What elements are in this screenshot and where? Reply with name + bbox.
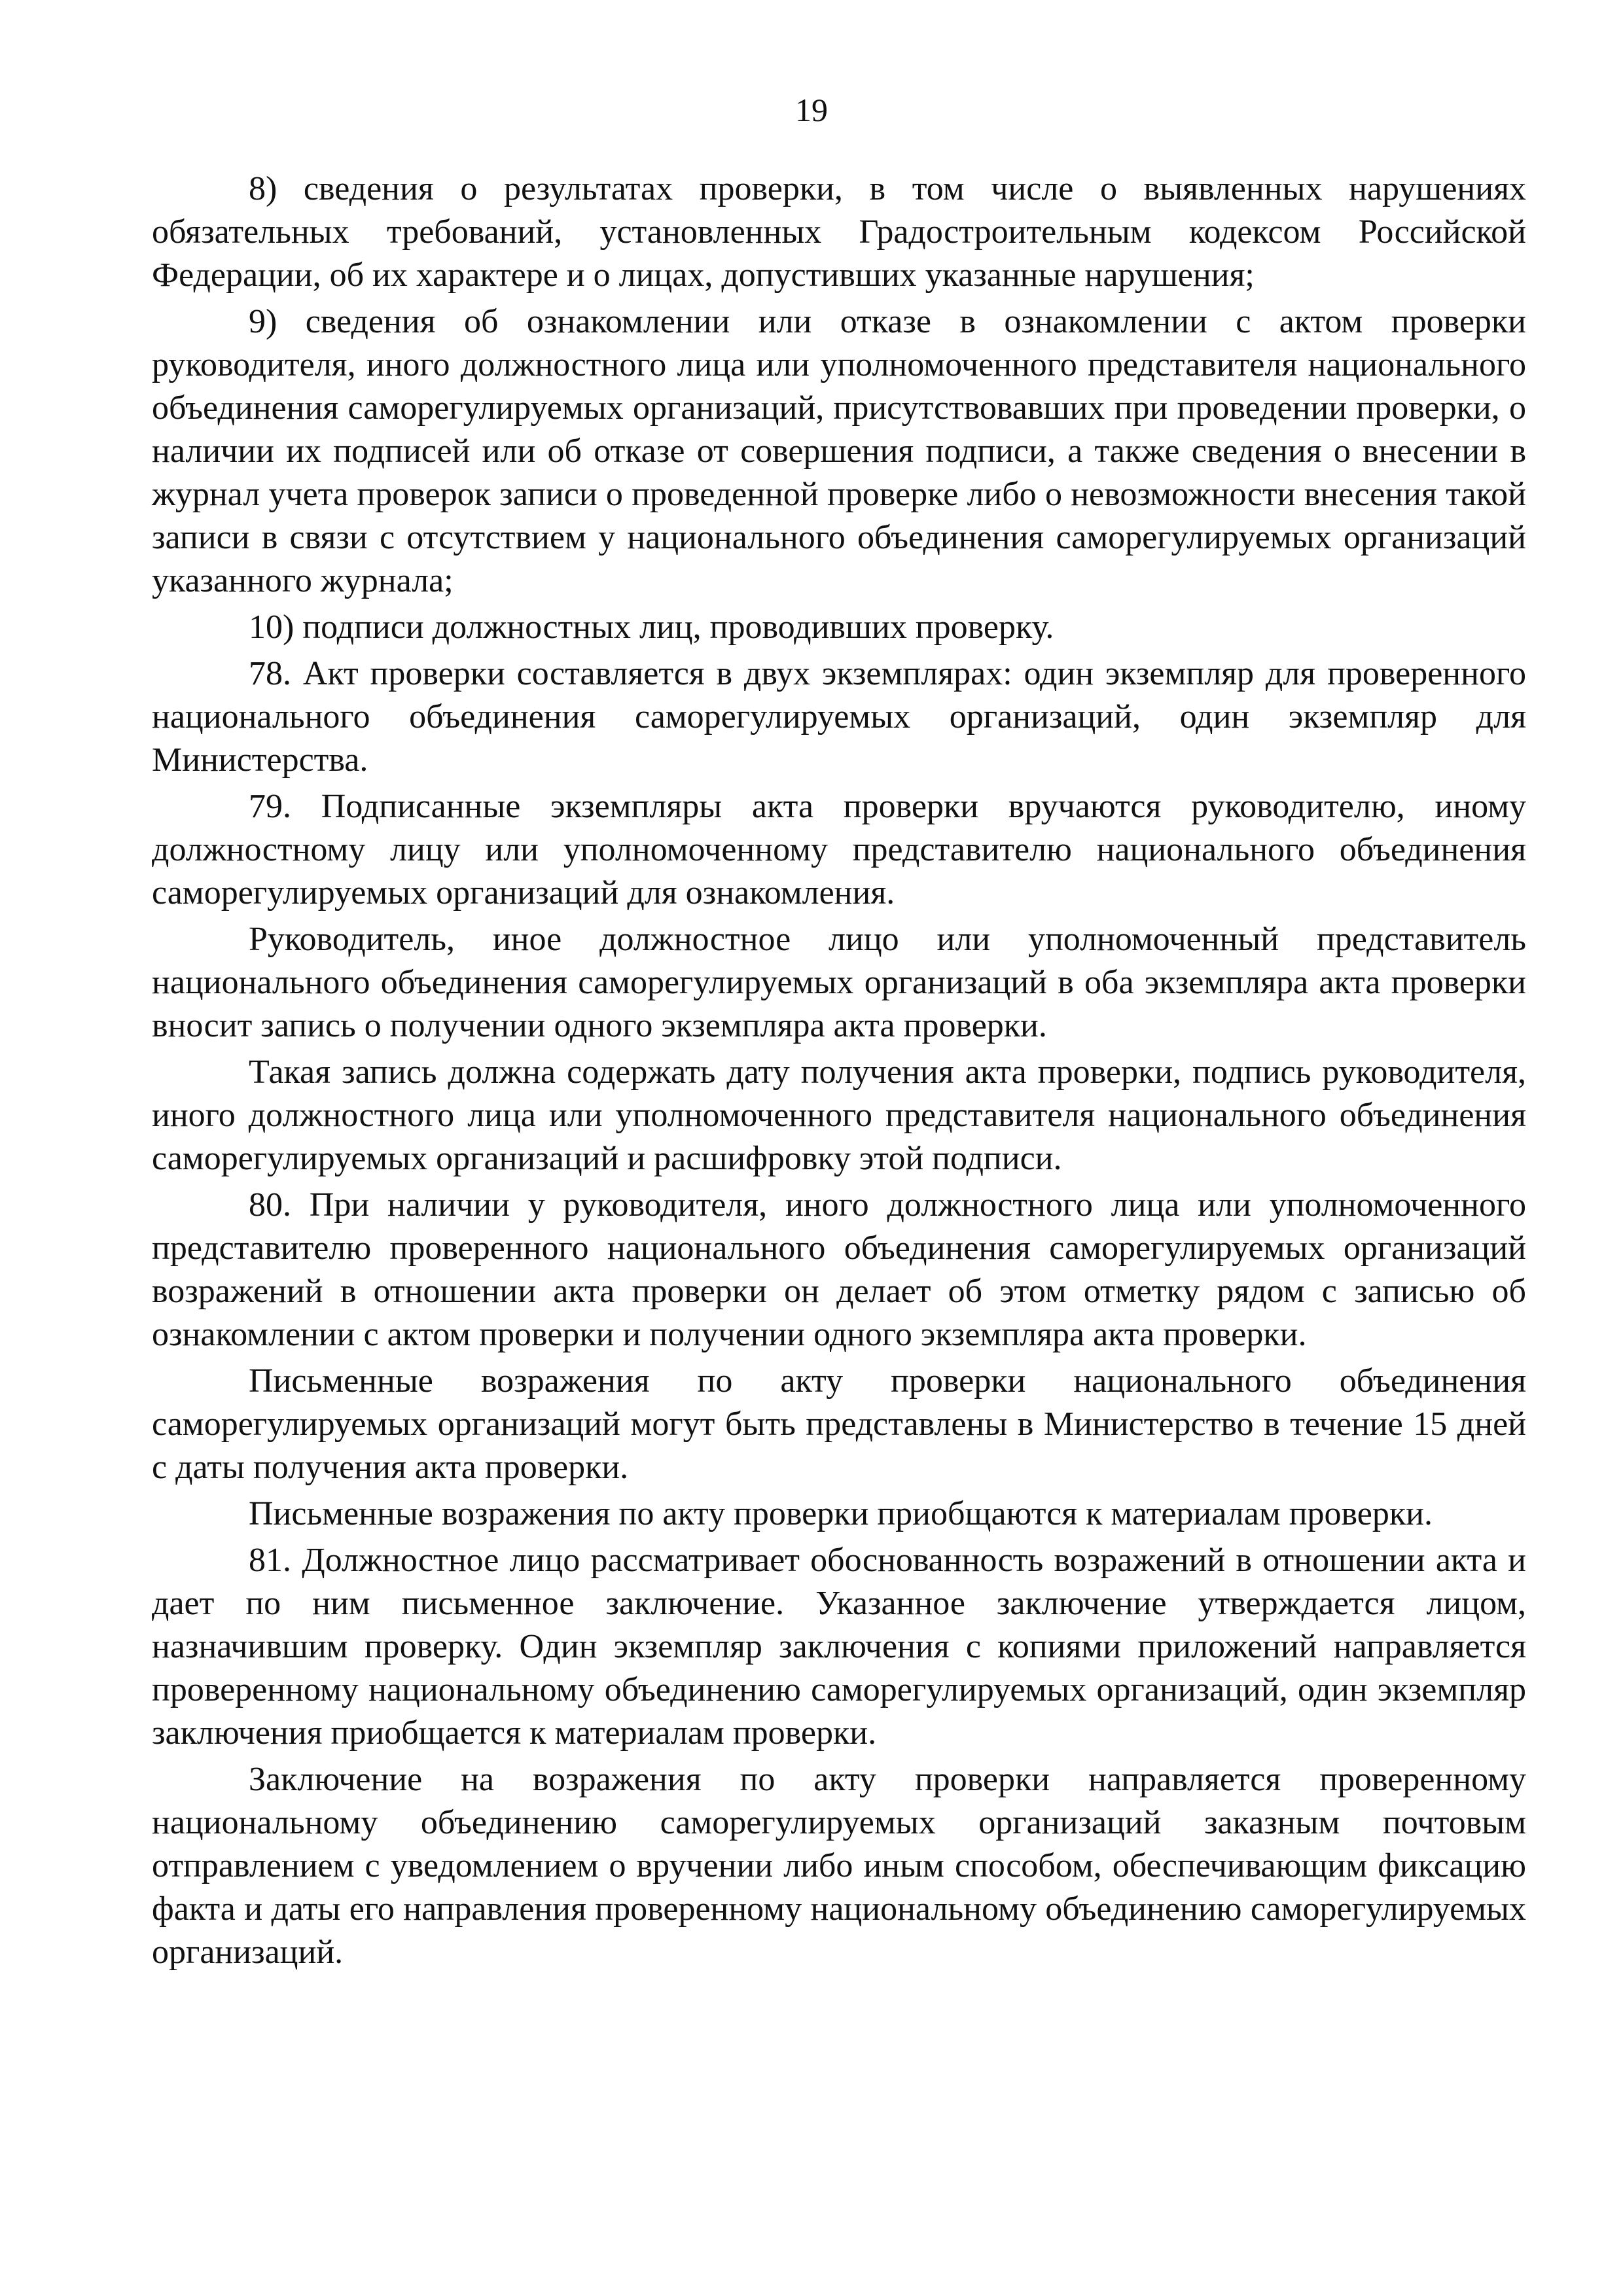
paragraph-clause-79-part-2: Руководитель, иное должностное лицо или уполномоченный представитель национального объединения саморегулируемых организаций в оба экземпляра акта проверки вносит запись о получении одного экземпляра акта проверки. [152, 921, 1526, 1044]
page-number: 19 [795, 92, 828, 128]
paragraph-item-9: 9) сведения об ознакомлении или отказе в ознакомлении с актом проверки руководителя, иного должностного лица или уполномоченного представителя национального объединения саморегулируемых организаций, присутствовавших при проведении проверки, о наличии их подписей или об отказе от совершения подписи, а также сведения о внесении в журнал учета проверок записи о проведенной проверке либо о невозможности внесения такой записи в связи с отсутствием у национального объединения саморегулируемых организаций указанного журнала; [152, 303, 1526, 599]
paragraph-clause-79-part-3: Такая запись должна содержать дату получения акта проверки, подпись руководителя, иного должностного лица или уполномоченного представителя национального объединения саморегулируемых организаций и расшифровку этой подписи. [152, 1053, 1526, 1177]
paragraph-item-8: 8) сведения о результатах проверки, в том числе о выявленных нарушениях обязательных требований, установленных Градостроительным кодексом Российской Федерации, об их характере и о лицах, допустивших указанные нарушения; [152, 170, 1526, 294]
document-body [152, 168, 1526, 1977]
paragraph-item-10: 10) подписи должностных лиц, проводивших проверку. [249, 609, 1054, 646]
paragraph-clause-80-part-3: Письменные возражения по акту проверки приобщаются к материалам проверки. [249, 1495, 1433, 1532]
paragraph-clause-81: 81. Должностное лицо рассматривает обоснованность возражений в отношении акта и дает по ним письменное заключение. Указанное заключение утверждается лицом, назначившим проверку. Один экземпляр заключения с копиями приложений направляется проверенному национальному объединению саморегулируемых организаций, один экземпляр заключения приобщается к материалам проверки. [152, 1542, 1526, 1752]
paragraph-clause-78: 78. Акт проверки составляется в двух экземплярах: один экземпляр для проверенного национального объединения саморегулируемых организаций, один экземпляр для Министерства. [152, 655, 1526, 779]
paragraph-clause-81-part-2: Заключение на возражения по акту проверки направляется проверенному национальному объединению саморегулируемых организаций заказным почтовым отправлением с уведомлением о вручении либо иным способом, обеспечивающим фиксацию факта и даты его направления проверенному национальному объединению саморегулируемых организаций. [152, 1761, 1526, 1971]
paragraph-clause-80-part-2: Письменные возражения по акту проверки национального объединения саморегулируемых организаций могут быть представлены в Министерство в течение 15 дней с даты получения акта проверки. [152, 1362, 1526, 1486]
paragraph-clause-79: 79. Подписанные экземпляры акта проверки вручаются руководителю, иному должностному лицу или уполномоченному представителю национального объединения саморегулируемых организаций для ознакомления. [152, 788, 1526, 911]
paragraph-clause-80: 80. При наличии у руководителя, иного должностного лица или уполномоченного представителю проверенного национального объединения саморегулируемых организаций возражений в отношении акта проверки он делает об этом отметку рядом с записью об ознакомлении с актом проверки и получении одного экземпляра акта проверки. [152, 1186, 1526, 1353]
